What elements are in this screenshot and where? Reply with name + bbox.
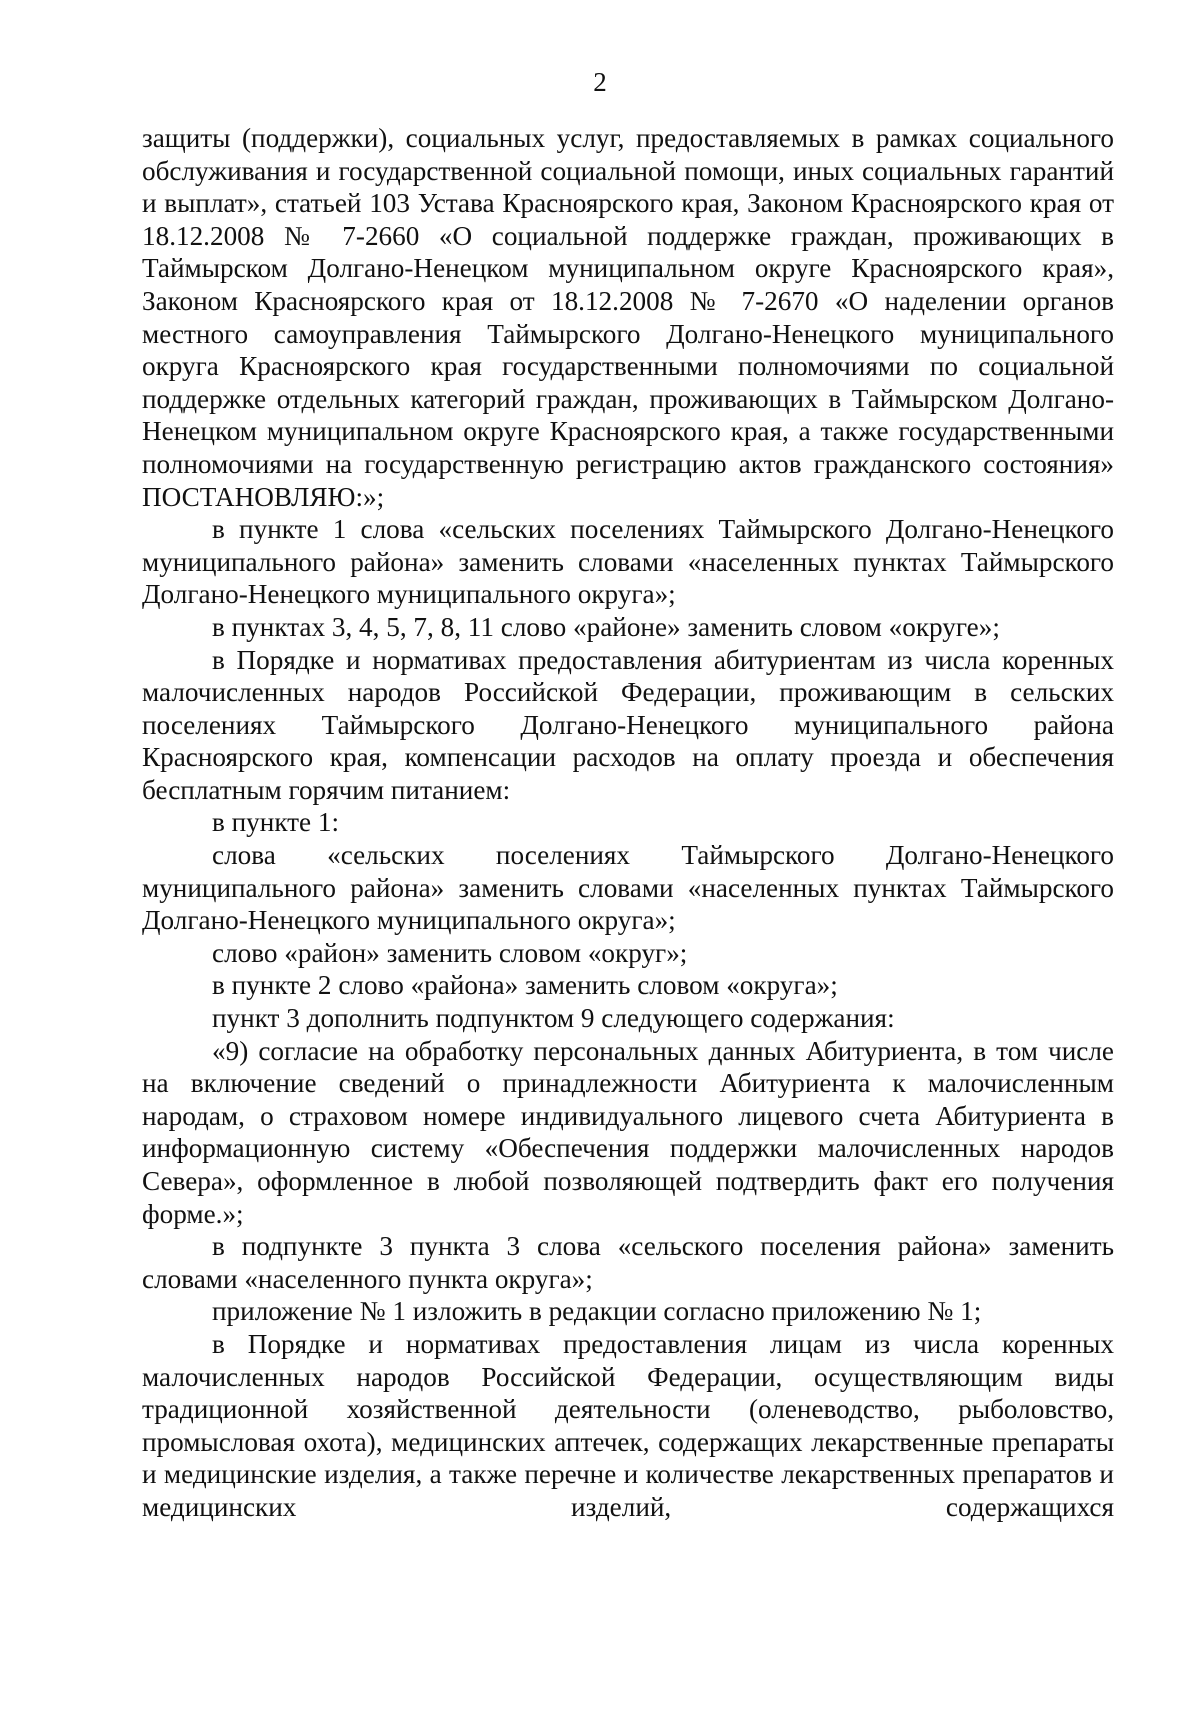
paragraph-words-replacement: слова «сельских поселениях Таймырского Долгано-Ненецкого муниципального района» заменить словами «населенных пунктах Таймырского Долгано-Ненецкого муниципального округа»; [142,840,1114,936]
paragraph-subpoint-9-consent: «9) согласие на обработку персональных данных Абитуриента, в том числе на включение сведений о принадлежности Абитуриента к малочисленным народам, о страховом номере индивидуального лицевого счета Абитуриента в информационную систему «Обеспечения поддержки малочисленных народов Севера», оформленное в любой позволяющей подтвердить факт его получения форме.»; [142,1035,1114,1229]
paragraph-point-1-amendment: в пункте 1 слова «сельских поселениях Таймырского Долгано-Ненецкого муниципального района» заменить словами «населенных пунктах Таймырского Долгано-Ненецкого муниципального округа»; [142,514,1114,610]
page-number: 2 [593,67,607,97]
paragraph-point-2-amendment: в пункте 2 слово «района» заменить словом «округа»; [212,970,838,1001]
paragraph-appendix-1: приложение № 1 изложить в редакции согласно приложению № 1; [212,1296,982,1327]
paragraph-subpoint-3-amendment: в подпункте 3 пункта 3 слова «сельского поселения района» заменить словами «населенного пункта округа»; [142,1231,1114,1294]
paragraph-word-raion-replacement: слово «район» заменить словом «округ»; [212,937,688,968]
paragraph-applicants-order: в Порядке и нормативах предоставления абитуриентам из числа коренных малочисленных народов Российской Федерации, проживающим в сельских поселениях Таймырского Долгано-Ненецкого муниципального района Красноярского края, компенсации расходов на оплату проезда и обеспечения бесплатным горячим питанием: [142,644,1114,805]
paragraph-point-3-addition: пункт 3 дополнить подпунктом 9 следующего содержания: [212,1003,895,1034]
paragraph-medical-kits-order: в Порядке и нормативах предоставления лицам из числа коренных малочисленных народов Российской Федерации, осуществляющим виды традиционной хозяйственной деятельности (оленеводство, рыболовство, промысловая охота), медицинских аптечек, содержащих лекарственные препараты и медицинские изделия, а также перечне и количестве лекарственных препаратов и медицинских изделий, содержащихся [142,1328,1114,1522]
paragraph-in-point-1: в пункте 1: [212,807,340,838]
paragraph-points-3-11-amendment: в пунктах 3, 4, 5, 7, 8, 11 слово «районе» заменить словом «округе»; [212,611,1000,642]
document-body [142,122,1114,1524]
paragraph-legal-basis: защиты (поддержки), социальных услуг, предоставляемых в рамках социального обслуживания и государственной социальной помощи, иных социальных гарантий и выплат», статьей 103 Устава Красноярского края, Законом Красноярского края от 18.12.2008 № 7-2660 «О социальной поддержке граждан, проживающих в Таймырском Долгано-Ненецком муниципальном округе Красноярского края», Законом Красноярского края от 18.12.2008 № 7-2670 «О наделении органов местного самоуправления Таймырского Долгано-Ненецкого муниципального округа Красноярского края государственными полномочиями по социальной поддержке отдельных категорий граждан, проживающих в Таймырском Долгано-Ненецком муниципальном округе Красноярского края, а также государственными полномочиями на государственную регистрацию актов гражданского состояния» ПОСТАНОВЛЯЮ:»; [142,123,1114,512]
